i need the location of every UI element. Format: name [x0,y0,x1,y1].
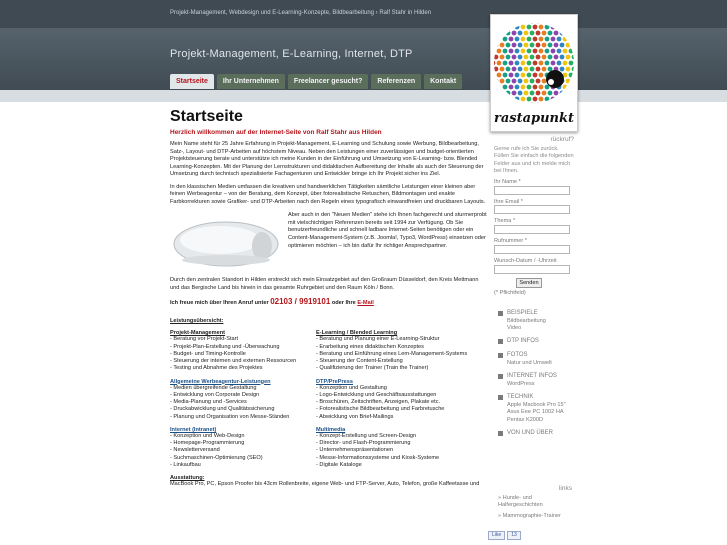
equipment-title: Ausstattung: [170,475,205,482]
service-group [316,379,476,421]
folder-icon [498,339,503,344]
folder-icon [498,353,503,358]
service-group [170,427,312,469]
call-prefix: Ich freue mich über Ihren Anruf unter [170,300,269,307]
service-item: - Medien übergreifende Gestaltung [170,384,257,391]
tab-freelancer-gesucht[interactable]: Freelancer gesucht? [288,74,368,89]
service-group [316,427,476,469]
service-item: - Suchmaschinen-Optimierung (SEO) [170,454,263,461]
category-title[interactable]: INTERNET INFOS [507,373,557,380]
folder-icon [498,431,503,436]
tab-referenzen[interactable]: Referenzen [371,74,421,89]
category-text [507,338,539,346]
category-item [498,310,578,332]
service-item: - Planung und Organisation von Messe-Ständen [170,413,290,420]
nav-underline-band [0,90,727,102]
logo-dots-graphic [491,15,577,111]
category-title[interactable]: VON UND ÜBER [507,429,554,436]
service-item: - Testing und Abnahme des Projektes [170,365,263,372]
top-bar [0,0,727,28]
like-count: 13 [507,531,521,540]
service-group [170,330,312,372]
category-item [498,430,578,438]
services-columns [170,330,488,475]
category-sub-link[interactable]: WordPress [507,380,535,387]
service-item: - Director- und Flash-Programmierung [316,440,411,447]
phone-number: 02103 / 9919101 [270,297,331,307]
service-item: - Druckabwicklung und Qualitätssicherung [170,406,275,413]
location-paragraph: Durch den zentralen Standort in Hilden erstreckt sich mein Einsatzgebiet auf den Großraum Düsseldorf, den Kreis Mettmann und das Bergische Land bis hinein in das gesamte Ruhrgebiet und den Raum Köln / Bonn. [170,277,479,291]
service-item: - Homepage-Programmierung [170,440,245,447]
folder-icon [498,395,503,400]
external-link[interactable]: » Hunde- und Halfergeschichten [498,495,543,509]
main-nav [170,74,462,89]
category-item [498,352,578,367]
services-right [316,330,476,475]
service-item: - Konzept-Erstellung und Screen-Design [316,432,417,439]
services-left [170,330,312,475]
form-field [494,258,574,274]
classic-media-paragraph: In den klassischen Medien umfassen die kreativen und handwerklichen Tätigkeiten sämtliche Leistungen einer kleinen aber feinen Werbeagentur – von der Beratung, dem Konzept, über fotorealistische Retuschen, Bildmontagen und exakte Farbkorrekturen sowie Grafiker- und DTP-Arbeiten nach den Regeln eines typografisch einwandfreien und druckbaren Layouts. [170,183,486,205]
links-box [498,485,572,520]
category-list [498,310,578,444]
form-field [494,199,574,215]
form-field-input[interactable] [494,186,570,195]
form-field-label: Ihr Name * [494,179,521,186]
main-content [170,108,488,487]
contact-line [170,297,488,308]
service-group-title: E-Learning / Blended Learning [316,330,398,337]
category-sub-link[interactable]: Asus Eee PC 1002 HA [507,409,564,416]
service-item: - Linkaufbau [170,461,201,468]
folder-icon [498,374,503,379]
form-field-input[interactable] [494,265,570,274]
equipment-text: MacBook Pro, PC, Epson Proofer bis 43cm Rollenbreite, eigene Web- und FTP-Server, Auto, Telefon, große Kaffeetasse und [170,481,480,488]
service-item: - Steuerung der Content-Erstellung [316,358,403,365]
service-item: - Qualifizierung der Trainer (Train the Trainer) [316,365,429,372]
category-title[interactable]: DTP INFOS [507,338,539,345]
category-sub-link[interactable]: Pentax K200D [507,416,544,423]
service-item: - Budget- und Timing-Kontrolle [170,350,246,357]
category-sub-link[interactable]: Video [507,325,522,332]
callback-form [494,136,574,296]
form-field-label: Ihre Email * [494,198,523,205]
like-button[interactable]: Like [488,531,505,540]
service-item: - Broschüren, Zeitschriften, Anzeigen, Plakate etc. [316,399,441,406]
logo-text: rastapunkt [493,111,575,126]
service-item: - Konzeption und Web-Design [170,432,245,439]
external-link[interactable]: » Mammographie-Trainer [498,512,561,519]
new-media-paragraph: Aber auch in den "Neuen Medien" stehe ich Ihnen fachgerecht und sturmerprobt mit vielschichtigen Referenzen bereits seit 1994 zur Verfügung. Ob Sie benutzerfreundliche und schnell ladbare Internet-Seiten benötigen oder ein Content-Management-System (z.B. Joomla!, Typo3, WordPress) einsetzen oder optimieren möchten – ich bin dafür Ihr richtiger Ansprechpartner. [288,212,487,249]
category-text [507,310,546,332]
form-field-input[interactable] [494,225,570,234]
page-title: Startseite [170,108,243,125]
service-item: - Newsletterversand [170,447,220,454]
service-group-title[interactable]: Multimedia [316,426,346,433]
site-title: Projekt-Management, E-Learning, Internet, DTP [170,48,413,60]
form-field-label: Wunsch-Datum / -Uhrzeit [494,257,557,264]
category-sub-link[interactable]: Natur und Umwelt [507,359,552,366]
category-title[interactable]: BEISPIELE [507,310,538,316]
call-mid: oder Ihre [331,300,356,307]
breadcrumb: Projekt-Management, Webdesign und E-Learning-Konzepte, Bildbearbeitung › Ralf Stahr in Hilden [170,10,432,16]
service-group [316,330,476,372]
form-field [494,218,574,234]
form-field-label: Thema * [494,218,516,225]
category-title[interactable]: TECHNIK [507,394,534,401]
service-item: - Abwicklung von Brief-Mailings [316,413,394,420]
category-item [498,338,578,346]
tab-startseite[interactable]: Startseite [170,74,214,89]
form-field-input[interactable] [494,245,570,254]
service-group [170,379,312,421]
service-item: - Entwicklung von Corporate Design [170,391,260,398]
callback-title: rückruf? [550,136,574,143]
logo[interactable] [490,14,578,132]
form-field-label: Rufnummer * [494,238,527,245]
intro-paragraph: Mein Name steht für 25 Jahre Erfahrung in Projekt-Management, E-Learning und Schulung sowie Werbung, Bildbearbeitung, Satz-, Layout- und DTP-Arbeiten auf höchstem Niveau. Neben den Leistungen einer zuverlässigen und budget-orientierten Projektsteuerung berate und unterstütze ich meine Kunden in der Einführung und Umsetzung von E-Learning- bzw. Blended Learning-Konzepten. Mit der Planung der Lernstrukturen und didaktischen Aufbereitung der Inhalte als auch der Steuerung der Umsetzung durch technisch spezialisierte Fachagenturen und Entwickler bringe ich Ihr Projekt sicher ins Ziel. [170,141,484,178]
service-item: - Beratung vor Projekt-Start [170,336,239,343]
callback-text: Gerne rufe ich Sie zurück. Füllen Sie einfach die folgenden Felder aus und ich melde mich bei Ihnen. [494,146,574,174]
overview-title: Leistungsübersicht: [170,318,224,325]
service-item: - Unternehmenspräsentationen [316,447,394,454]
service-group-title[interactable]: Allgemeine Werbeagentur-Leistungen [170,378,271,385]
service-item: - Messe-Informationssysteme und Kiosk-Systeme [316,454,440,461]
category-item [498,394,578,424]
service-item: - Beratung und Planung einer E-Learning-Struktur [316,336,440,343]
service-item: - Media-Planung und -Services [170,399,247,406]
form-field-input[interactable] [494,205,570,214]
category-item [498,373,578,388]
tab-kontakt[interactable]: Kontakt [424,74,462,89]
email-link[interactable]: E-Mail [357,300,374,307]
service-item: - Projekt-Plan-Erstellung und -Überwachung [170,343,280,350]
mouse-image [170,212,282,270]
service-group-title[interactable]: Internet (Intranet) [170,426,217,433]
service-item: - Erarbeitung eines didaktischen Konzeptes [316,343,424,350]
service-item: - Steuerung der internen und externen Ressourcen [170,358,297,365]
service-group-title: Projekt-Management [170,330,226,337]
tab-ihr-unternehmen[interactable]: Ihr Unternehmen [217,74,285,89]
form-field [494,179,574,195]
required-note: (* Pflichtfeld) [494,289,526,296]
send-button[interactable]: Senden [516,278,542,288]
service-item: - Digitale Kataloge [316,461,362,468]
category-title[interactable]: FOTOS [507,352,528,359]
folder-icon [498,311,503,316]
category-sub-link[interactable]: Apple Macbook Pro 15" [507,402,566,409]
links-title: links [558,485,572,492]
category-text [507,373,557,388]
category-text [507,430,553,438]
form-field [494,238,574,254]
category-sub-link[interactable]: Bildbearbeitung [507,317,546,324]
welcome-heading: Herzlich willkommen auf der Internet-Seite von Ralf Stahr aus Hilden [170,129,382,136]
facebook-like [488,531,521,540]
category-text [507,394,566,424]
service-item: - Logo-Entwicklung und Geschäftsausstattungen [316,391,437,398]
service-group-title[interactable]: DTP/PrePress [316,378,354,385]
service-item: - Beratung und Einführung eines Lern-Management-Systems [316,350,468,357]
category-text [507,352,552,367]
service-item: - Fotorealistische Bildbearbeitung und Farbretusche [316,406,445,413]
service-item: - Konzeption und Gestaltung [316,384,387,391]
